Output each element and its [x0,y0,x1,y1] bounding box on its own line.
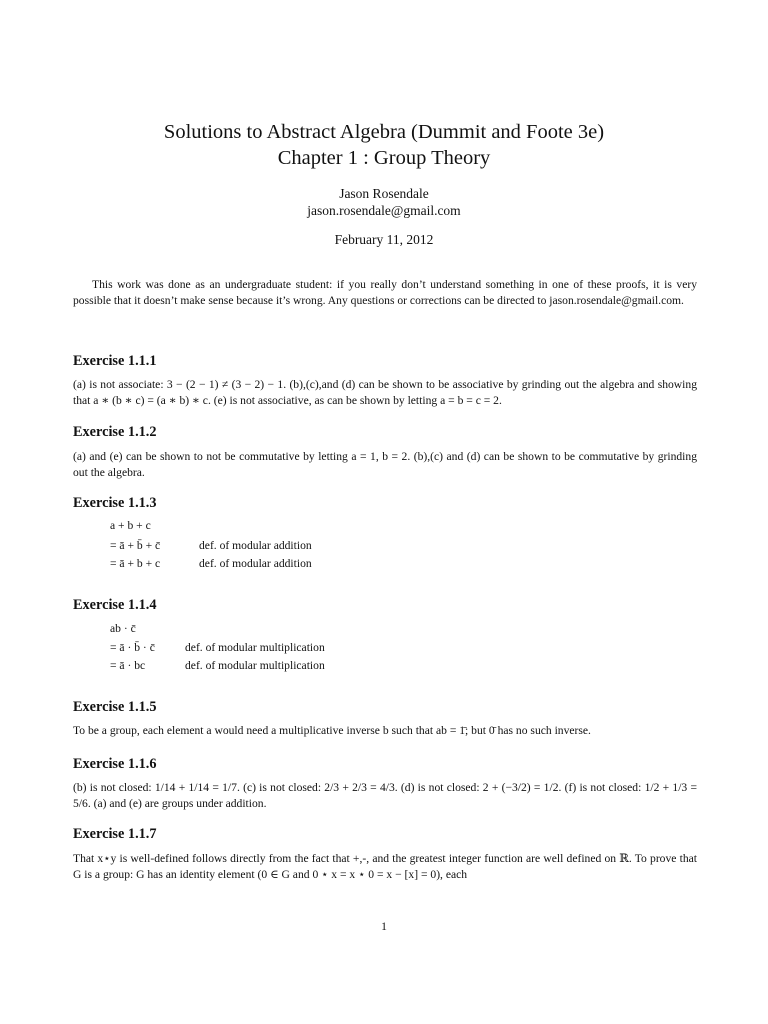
exercise-heading: Exercise 1.1.6 [73,756,157,772]
author-email: jason.rosendale@gmail.com [307,203,461,218]
exercise-text: (a) is not associate: 3 − (2 − 1) ≠ (3 − 2) − 1. (b),(c),and (d) can be shown to be associative by grinding out the algebra and showing that a ∗ (b ∗ c) = (a ∗ b) ∗ c. (e) is not associative, as can be shown by letting a = b = c = 2. [73,378,697,407]
exercise-heading: Exercise 1.1.3 [73,495,157,511]
justification: def. of modular addition [199,557,312,570]
equation-line: = ā + b̄ + c̄ [110,539,161,552]
exercise-text: To be a group, each element a would need a multiplicative inverse b such that ab = 1̄; but 0̄ has no such inverse. [73,724,591,737]
exercise-text: (b) is not closed: 1/14 + 1/14 = 1/7. (c) is not closed: 2/3 + 2/3 = 4/3. (d) is not closed: 2 + (−3/2) = 1/2. (f) is not closed: 1/2 + 1/3 = 5/6. (a) and (e) are groups under addition. [73,781,697,810]
title-line-1: Solutions to Abstract Algebra (Dummit and Foote 3e) [163,121,605,143]
equation-line: = ā · b̄ · c̄ [110,641,155,654]
title-line-2: Chapter 1 : Group Theory [277,147,491,169]
exercise-heading: Exercise 1.1.1 [73,353,157,369]
justification: def. of modular multiplication [185,659,325,672]
exercise-heading: Exercise 1.1.7 [73,826,157,842]
equation-line: = ā + b + c [110,557,161,570]
justification: def. of modular addition [199,539,312,552]
exercise-text: That x⋆y is well-defined follows directly from the fact that +,-, and the greatest integer function are well defined on ℝ. To prove that G is a group: G has an identity element (0 ∈ G and 0 ⋆ x = x ⋆ 0 = x − [x] = 0), each [73,852,697,881]
equation-line: = ā · bc [110,659,146,672]
author-name: Jason Rosendale [339,186,429,201]
exercise-heading: Exercise 1.1.4 [73,597,157,613]
exercise-heading: Exercise 1.1.5 [73,699,157,715]
justification: def. of modular multiplication [185,641,325,654]
intro-paragraph: This work was done as an undergraduate student: if you really don’t understand something in one of these proofs, it is very possible that it doesn’t make sense because it’s wrong. Any questions or corrections can be directed to jason.rosendale@gmail.com. [73,278,697,307]
exercise-heading: Exercise 1.1.2 [73,424,157,440]
exercise-text: (a) and (e) can be shown to not be commutative by letting a = 1, b = 2. (b),(c) and (d) can be shown to be commutative by grinding out the algebra. [73,450,697,479]
page-number: 1 [381,920,387,933]
equation-line: a + b + c [110,519,151,532]
date: February 11, 2012 [334,232,434,247]
equation-line: ab · c̄ [110,622,136,635]
